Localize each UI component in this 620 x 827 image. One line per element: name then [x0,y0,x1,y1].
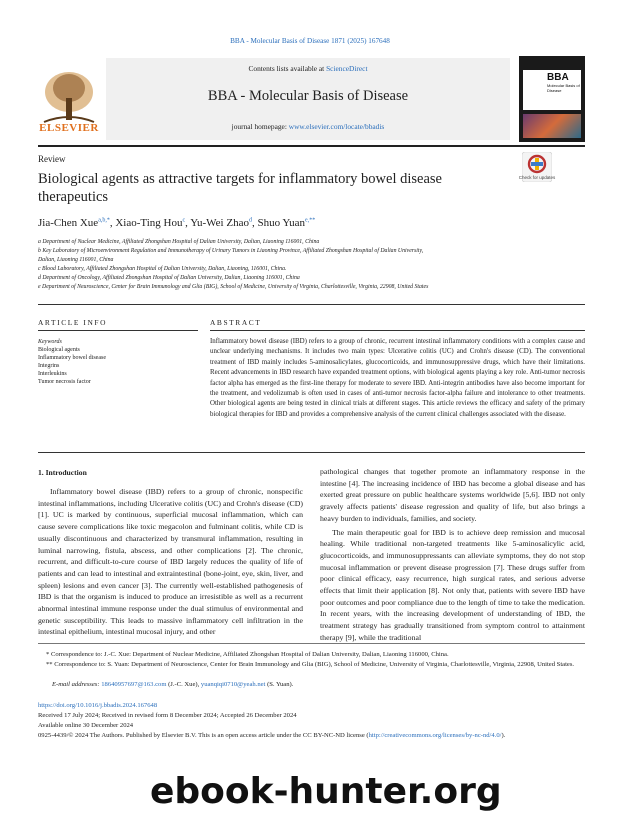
author-list: Jia-Chen Xue$^{a,b,*}$, Xiao-Ting Hou$^c$, Yu-Wei Zhao$^d$, Shuo Yuan$^{e,**}$ [38,217,316,229]
info-top-rule [38,304,585,305]
affiliation: a Department of Nuclear Medicine, Affiliated Zhongshan Hospital of Dalian University, Dalian, Liaoning 116001, China [38,239,320,245]
email-link[interactable]: 18640957697@163.com [101,681,167,688]
contents-line: Contents lists available at ScienceDirect [248,64,368,73]
doi-link[interactable]: https://doi.org/10.1016/j.bbadis.2024.167648 [38,702,158,709]
cover-image [523,114,581,138]
affiliation: d Department of Oncology, Affiliated Zhongshan Hospital of Dalian University, Dalian, Liaoning 116001, China [38,275,300,281]
crossmark-label: Check for updates [518,175,556,180]
article-info-heading: ARTICLE INFO [38,318,108,327]
keyword: Inflammatory bowel disease [38,355,106,361]
body-paragraph: Inflammatory bowel disease (IBD) refers to a group of chronic, nonspecific intestinal inflammations, including Ulcerative colitis (UC) and Crohn's disease (CD) [1]. UC is marked by continuous, superficial mucosal inflammation, which can cause severe complications like toxic megacolon and fulminant colitis, while CD is usually discontinuous and characterized by transmural inflammation, resulting in luminal narrowing, fistula, abscess, and other complications [2]. The chronic, recurrent, and difficult-to-cure course of IBD largely reduces the quality of life of patients and can lead to intestinal and extraintestinal (bone-joint, eye, skin, liver, and spleen) lesions and even cancer [3]. The currently well-established pathogenesis of IBD is that the organism is induced to produce an irresistible as well as a recurrent abnormal intestinal immune response under the dual stimulus of environmental and genetic susceptibility. This leads to massive inflammatory cell infiltration in the intestinal epithelium, intestinal mucosal injury, and other [38,487,303,637]
footnote-corr2: ** Correspondence to: S. Yuan: Department of Neuroscience, Center for Brain Immunology and Glia (BIG), School of Medicine, University of Virginia, Charlottesville, Virginia, 22908, United States. [46,661,575,668]
keyword: Biological agents [38,347,80,353]
author-name[interactable]: Jia-Chen Xue [38,217,99,229]
abstract-bottom-rule [38,452,585,453]
author-name[interactable]: Shuo Yuan [257,217,306,229]
body-left-column [38,486,303,638]
homepage-link[interactable]: www.elsevier.com/locate/bbadis [288,122,385,131]
journal-reference[interactable]: BBA - Molecular Basis of Disease 1871 (2025) 167648 [230,37,390,45]
affiliation: c Blood Laboratory, Affiliated Zhongshan Hospital of Dalian University, Dalian, Liaoning, 116001, China. [38,266,287,272]
available-online: Available online 30 December 2024 [38,722,134,729]
author-sup[interactable]: d [248,217,252,224]
section-heading: 1. Introduction [38,468,87,477]
header-rule [38,145,585,147]
license-line: 0925-4439/© 2024 The Authors. Published by Elsevier B.V. This is an open access article under the CC BY-NC-ND license (http://creativecommons.org/licenses/by-nc-nd/4.0/). [38,732,506,739]
author-sup[interactable]: a,b,* [98,217,110,224]
keywords-heading: Keywords [38,339,62,345]
info-rule [38,330,198,331]
affiliation: b Key Laboratory of Microenvironment Regulation and Immunotherapy of Urinary Tumors in Liaoning Province, Affiliated Zhongshan Hospital of Dalian University, [38,248,424,254]
abstract-text: Inflammatory bowel disease (IBD) refers to a group of chronic, recurrent intestinal inflammatory conditions with a complex cause and unclear underlying mechanisms. It includes two main types: Ulcerative colitis (UC) and Crohn's disease (CD). The conventional treatment of IBD mainly includes 5-aminosalicylates, glucocorticoids, and immunosuppressive drugs, which have their limitations. Recent advancements in IBD research have expanded treatment options, with biological agents playing a key role. Anti-tumor necrosis factor alpha has emerged as the first-line therapy for moderate to severe IBD. Anti-integrin antibodies have also become important for the treatment, and vedolizumab is often used in cases of anti-tumor necrosis factor-alpha failure and intolerance to other treatments. Other biological agents are being tested in clinical trials at different stages. This article reviews the efficacy and safety of the primary biological therapies for IBD and provides a comprehensive analysis of the current clinical challenges associated with the disease. [210,338,585,418]
watermark: ebook-hunter.org [150,771,502,812]
affiliation: Dalian, Liaoning 116001, China [38,257,114,263]
footnote-emails: E-mail addresses: 18640957697@163.com (J.-C. Xue), yuanqiqi0710@yeah.net (S. Yuan). [52,681,294,688]
affiliation: e Department of Neuroscience, Center for Brain Immunology and Glia (BIG), School of Medicine, University of Virginia, Charlottesville, Virginia, 22908, United States [38,284,429,290]
received-dates: Received 17 July 2024; Received in revised form 8 December 2024; Accepted 26 December 2024 [38,712,297,719]
article-type: Review [38,154,66,164]
body-paragraph: The main therapeutic goal for IBD is to achieve deep remission and mucosal healing. While traditional non-targeted treatments like 5-aminosalicylic acid, glucocorticoids, and immunosuppressants can alleviate symptoms, they do not stop mucosal inflammation or prevent disease progression [7]. These drugs suffer from poor clinical efficacy, easy recurrence, high surgical rates, and serious adverse effects that limit their application [8]. Not only that, patients with severe IBD have poor outcomes and poor compliance due to the length of time to take the medication. In recent years, with the increasing development of understanding of IBD, the treatment strategy has gradually transitioned from symptom control to attainment therapy [9], while the traditional [320,527,585,642]
article-title: Biological agents as attractive targets for inflammatory bowel disease therapeutics [38,171,442,205]
email-link[interactable]: yuanqiqi0710@yeah.net [200,681,266,688]
journal-title: BBA - Molecular Basis of Disease [207,88,409,104]
author-name[interactable]: Yu-Wei Zhao [190,217,249,229]
keyword: Tumor necrosis factor [38,379,91,385]
body-paragraph: pathological changes that together promote an inflammatory response in the intestine [4]. The increasing incidence of IBD has become a global disease and has exerted great pressure on public healthcare systems worldwide [5,6]. IBD not only gravely affects patients' disease regression and quality of life, but also brings a heavy burden to individuals, families, and society. [320,467,585,523]
elsevier-wordmark: ELSEVIER [39,122,99,134]
journal-cover[interactable] [519,56,585,142]
author-name[interactable]: Xiao-Ting Hou [115,217,183,229]
body-right-column [320,466,585,644]
author-sup[interactable]: c [182,217,186,224]
keyword: Interleukins [38,371,67,377]
keyword: Integrins [38,363,60,369]
abstract-heading: ABSTRACT [210,318,262,327]
cover-bba: BBA [547,72,569,83]
cover-subtitle: Molecular Basis of Disease [547,83,580,93]
footnote-corr1: * Correspondence to: J.-C. Xue: Department of Nuclear Medicine, Affiliated Zhongshan Hospital of Dalian University, Dalian, Liaoning 116000, China. [46,651,449,658]
sciencedirect-link[interactable]: ScienceDirect [326,64,368,73]
license-link[interactable]: http://creativecommons.org/licenses/by-nc-nd/4.0/ [368,732,502,739]
journal-homepage: journal homepage: www.elsevier.com/locate/bbadis [231,122,385,131]
abstract-rule [210,330,585,331]
footnote-rule [38,643,585,644]
author-sup[interactable]: e,** [305,217,316,224]
